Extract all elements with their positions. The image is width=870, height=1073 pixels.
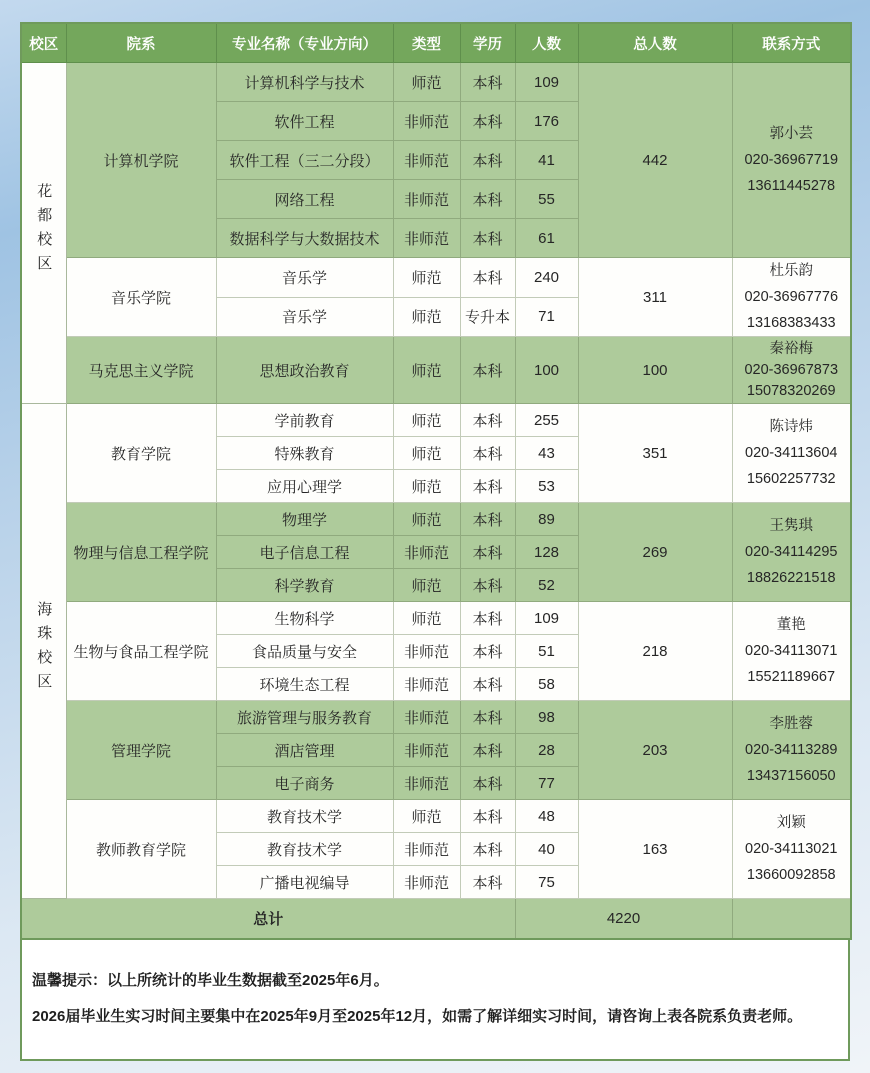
- major-cell: 音乐学: [216, 258, 393, 298]
- contact-phone: 020-34113604: [745, 445, 838, 462]
- contact-name: 董艳: [776, 617, 806, 634]
- count-cell: 98: [515, 701, 578, 734]
- total-cell: 351: [578, 404, 732, 503]
- contact-phone: 020-34113289: [745, 742, 838, 759]
- count-cell: 100: [515, 337, 578, 404]
- count-cell: 52: [515, 569, 578, 602]
- degree-cell: 本科: [460, 219, 515, 258]
- notice-line-1: 温馨提示：以上所统计的毕业生数据截至2025年6月。: [32, 971, 389, 989]
- table-row: [21, 602, 851, 635]
- count-cell: 58: [515, 668, 578, 701]
- major-cell: 教育技术学: [216, 833, 393, 866]
- count-cell: 51: [515, 635, 578, 668]
- degree-cell: 本科: [460, 470, 515, 503]
- college-cell: 物理与信息工程学院: [66, 503, 216, 602]
- degree-cell: 专升本: [460, 297, 515, 337]
- contact-cell: [732, 602, 851, 701]
- count-cell: 75: [515, 866, 578, 899]
- count-cell: 41: [515, 141, 578, 180]
- contact-cell: [732, 258, 851, 337]
- column-header-degree: 学历: [460, 23, 515, 63]
- count-cell: 71: [515, 297, 578, 337]
- major-cell: 网络工程: [216, 180, 393, 219]
- type-cell: 师范: [393, 437, 460, 470]
- notice-line-2: 2026届毕业生实习时间主要集中在2025年9月至2025年12月，如需了解详细实习时间，请咨询上表各院系负责老师。: [32, 1008, 803, 1026]
- college-cell: 音乐学院: [66, 258, 216, 337]
- contact-mobile: 15078320269: [746, 382, 836, 399]
- contact-phone: 020-36967873: [744, 361, 839, 378]
- major-cell: 数据科学与大数据技术: [216, 219, 393, 258]
- contact-cell: [732, 503, 851, 602]
- type-cell: 师范: [393, 470, 460, 503]
- table-row: [21, 63, 851, 102]
- degree-cell: 本科: [460, 701, 515, 734]
- major-cell: 思想政治教育: [216, 337, 393, 404]
- major-cell: 广播电视编导: [216, 866, 393, 899]
- count-cell: 128: [515, 536, 578, 569]
- major-cell: 生物科学: [216, 602, 393, 635]
- graduates-table: [20, 22, 852, 940]
- degree-cell: 本科: [460, 437, 515, 470]
- major-cell: 计算机科学与技术: [216, 63, 393, 102]
- contact-mobile: 15521189667: [747, 669, 836, 686]
- contact-name: 王隽琪: [769, 518, 813, 535]
- type-cell: 非师范: [393, 734, 460, 767]
- column-header-count: 人数: [515, 23, 578, 63]
- count-cell: 89: [515, 503, 578, 536]
- degree-cell: 本科: [460, 866, 515, 899]
- contact-phone: 020-36967719: [744, 151, 839, 168]
- contact-name: 陈诗炜: [769, 419, 813, 436]
- table-row: [21, 503, 851, 536]
- college-cell: 教师教育学院: [66, 800, 216, 899]
- contact-cell: [732, 404, 851, 503]
- major-cell: 学前教育: [216, 404, 393, 437]
- degree-cell: 本科: [460, 668, 515, 701]
- campus-label: 花都校区: [35, 183, 53, 280]
- college-cell: 计算机学院: [66, 63, 216, 258]
- degree-cell: 本科: [460, 503, 515, 536]
- degree-cell: 本科: [460, 635, 515, 668]
- degree-cell: 本科: [460, 63, 515, 102]
- major-cell: 特殊教育: [216, 437, 393, 470]
- degree-cell: 本科: [460, 404, 515, 437]
- contact-name: 杜乐韵: [769, 263, 813, 279]
- contact-mobile: 13611445278: [747, 178, 836, 195]
- total-cell: 218: [578, 602, 732, 701]
- degree-cell: 本科: [460, 734, 515, 767]
- type-cell: 非师范: [393, 767, 460, 800]
- table-row: [21, 337, 851, 404]
- total-cell: 163: [578, 800, 732, 899]
- total-cell: 311: [578, 258, 732, 337]
- count-cell: 109: [515, 602, 578, 635]
- notice-box: [20, 940, 850, 1061]
- count-cell: 109: [515, 63, 578, 102]
- total-cell: 442: [578, 63, 732, 258]
- major-cell: 音乐学: [216, 297, 393, 337]
- grand-total-label: 总计: [21, 899, 515, 939]
- type-cell: 非师范: [393, 102, 460, 141]
- type-cell: 师范: [393, 569, 460, 602]
- count-cell: 77: [515, 767, 578, 800]
- contact-mobile: 15602257732: [746, 471, 836, 488]
- major-cell: 电子信息工程: [216, 536, 393, 569]
- major-cell: 教育技术学: [216, 800, 393, 833]
- type-cell: 非师范: [393, 536, 460, 569]
- column-header-college: 院系: [66, 23, 216, 63]
- degree-cell: 本科: [460, 180, 515, 219]
- type-cell: 非师范: [393, 866, 460, 899]
- table-row: [21, 800, 851, 833]
- count-cell: 55: [515, 180, 578, 219]
- major-cell: 食品质量与安全: [216, 635, 393, 668]
- column-header-total: 总人数: [578, 23, 732, 63]
- degree-cell: 本科: [460, 536, 515, 569]
- major-cell: 旅游管理与服务教育: [216, 701, 393, 734]
- degree-cell: 本科: [460, 569, 515, 602]
- column-header-contact: 联系方式: [732, 23, 851, 63]
- type-cell: 师范: [393, 337, 460, 404]
- type-cell: 师范: [393, 503, 460, 536]
- contact-name: 郭小芸: [769, 125, 813, 142]
- type-cell: 师范: [393, 258, 460, 298]
- type-cell: 师范: [393, 800, 460, 833]
- contact-cell: [732, 63, 851, 258]
- degree-cell: 本科: [460, 833, 515, 866]
- grand-total-contact-empty: [732, 899, 851, 939]
- count-cell: 48: [515, 800, 578, 833]
- type-cell: 非师范: [393, 180, 460, 219]
- degree-cell: 本科: [460, 258, 515, 298]
- graduate-data-sheet: [20, 0, 850, 1061]
- contact-cell: [732, 337, 851, 404]
- degree-cell: 本科: [460, 800, 515, 833]
- type-cell: 非师范: [393, 219, 460, 258]
- major-cell: 软件工程: [216, 102, 393, 141]
- major-cell: 科学教育: [216, 569, 393, 602]
- contact-phone: 020-36967776: [744, 289, 839, 306]
- column-header-campus: 校区: [21, 23, 66, 63]
- contact-name: 李胜蓉: [769, 716, 813, 733]
- major-cell: 电子商务: [216, 767, 393, 800]
- campus-label: 海珠校区: [35, 601, 53, 698]
- college-cell: 教育学院: [66, 404, 216, 503]
- table-row: [21, 258, 851, 298]
- count-cell: 43: [515, 437, 578, 470]
- grand-total-value: 4220: [515, 899, 732, 939]
- type-cell: 非师范: [393, 635, 460, 668]
- total-cell: 100: [578, 337, 732, 404]
- contact-phone: 020-34114295: [745, 544, 838, 561]
- degree-cell: 本科: [460, 602, 515, 635]
- degree-cell: 本科: [460, 141, 515, 180]
- contact-name: 刘颖: [776, 815, 806, 832]
- contact-phone: 020-34113071: [745, 643, 838, 660]
- grand-total-row: [21, 899, 851, 939]
- type-cell: 师范: [393, 297, 460, 337]
- college-cell: 生物与食品工程学院: [66, 602, 216, 701]
- degree-cell: 本科: [460, 767, 515, 800]
- type-cell: 非师范: [393, 668, 460, 701]
- total-cell: 203: [578, 701, 732, 800]
- type-cell: 师范: [393, 602, 460, 635]
- count-cell: 61: [515, 219, 578, 258]
- count-cell: 176: [515, 102, 578, 141]
- count-cell: 240: [515, 258, 578, 298]
- column-header-major: 专业名称（专业方向）: [216, 23, 393, 63]
- college-cell: 马克思主义学院: [66, 337, 216, 404]
- campus-cell-huadu: [21, 63, 66, 404]
- count-cell: 255: [515, 404, 578, 437]
- column-header-type: 类型: [393, 23, 460, 63]
- degree-cell: 本科: [460, 102, 515, 141]
- header-row: [21, 23, 851, 63]
- major-cell: 应用心理学: [216, 470, 393, 503]
- table-row: [21, 701, 851, 734]
- contact-phone: 020-34113021: [745, 841, 838, 858]
- type-cell: 非师范: [393, 701, 460, 734]
- type-cell: 非师范: [393, 833, 460, 866]
- contact-mobile: 18826221518: [746, 570, 836, 587]
- contact-cell: [732, 800, 851, 899]
- type-cell: 非师范: [393, 141, 460, 180]
- count-cell: 28: [515, 734, 578, 767]
- table-row: [21, 404, 851, 437]
- type-cell: 师范: [393, 63, 460, 102]
- campus-cell-haizhu: [21, 404, 66, 899]
- major-cell: 物理学: [216, 503, 393, 536]
- degree-cell: 本科: [460, 337, 515, 404]
- contact-mobile: 13437156050: [746, 768, 836, 785]
- major-cell: 酒店管理: [216, 734, 393, 767]
- total-cell: 269: [578, 503, 732, 602]
- contact-name: 秦裕梅: [769, 340, 813, 357]
- contact-cell: [732, 701, 851, 800]
- contact-mobile: 13660092858: [746, 867, 836, 884]
- type-cell: 师范: [393, 404, 460, 437]
- major-cell: 环境生态工程: [216, 668, 393, 701]
- count-cell: 40: [515, 833, 578, 866]
- college-cell: 管理学院: [66, 701, 216, 800]
- count-cell: 53: [515, 470, 578, 503]
- major-cell: 软件工程（三二分段）: [216, 141, 393, 180]
- contact-mobile: 13168383433: [746, 315, 836, 332]
